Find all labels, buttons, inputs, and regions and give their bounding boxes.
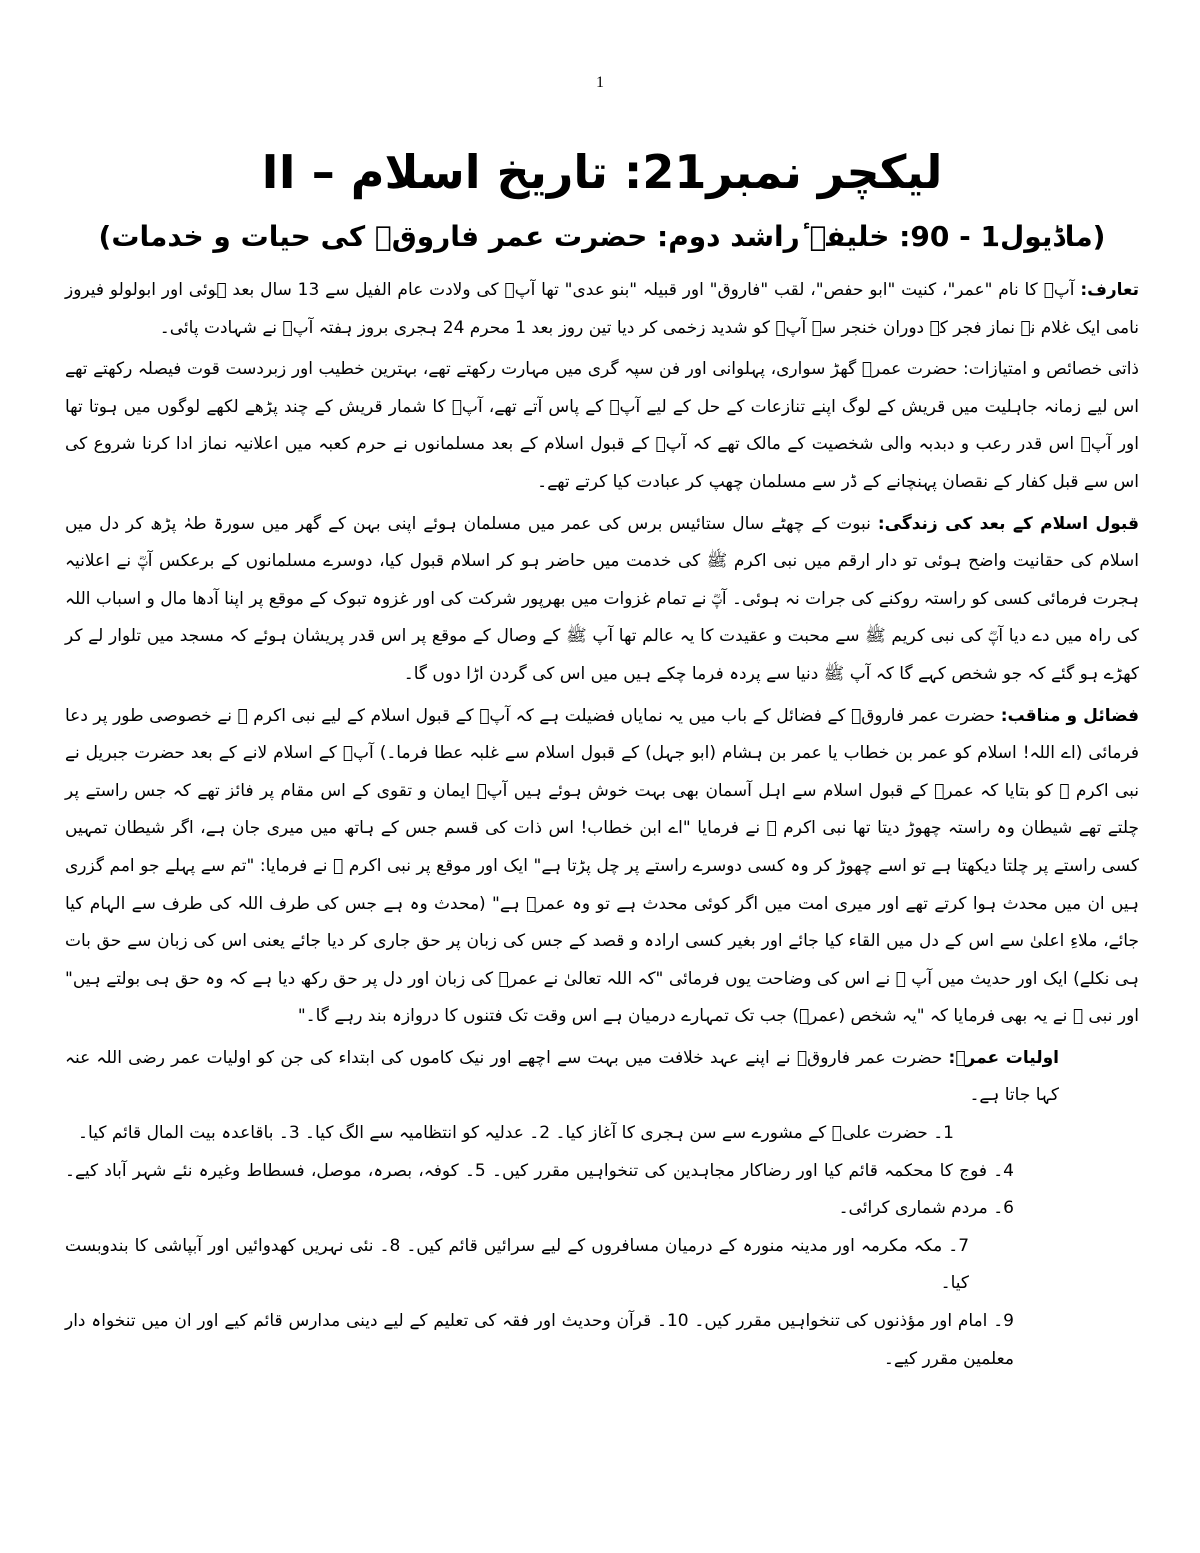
intro-paragraph bbox=[65, 272, 1139, 347]
firsts-section bbox=[65, 1040, 1139, 1378]
firsts-intro bbox=[65, 1040, 1139, 1115]
virtues-text: حضرت عمر فاروقؓ کے فضائل کے باب میں یہ نمایاں فضیلت ہے کہ آپؓ کے قبول اسلام کے لیے نبی اکرم ﷺ نے خصوصی طور پر دعا فرمائی (اے اللہ! اسلام کو عمر بن خطاب یا عمر بن ہشام (ابو جہل) کے قبول اسلام سے غلبہ عطا فرما۔) آپؓ کے اسلام لانے کے بعد حضرت جبریل نے نبی اکرم ﷺ کو بتایا کہ عمرؓ کے قبول اسلام سے اہل آسمان بھی بہت خوش ہوئے ہیں آپؓ ایمان و تقوی کے اس مقام پر فائز تھے کہ جس راستے پر چلتے تھے شیطان وہ راستہ چھوڑ دیتا تھا نبی اکرم ﷺ نے فرمایا "اے ابن خطاب! اس ذات کی قسم جس کے ہاتھ میں میری جان ہے، اگر شیطان تمہیں کسی راستے پر چلتا دیکھتا ہے تو اسے چھوڑ کر وہ کسی دوسرے راستے پر چل پڑتا ہے" ایک اور موقع پر نبی اکرم ﷺ نے فرمایا: "تم سے پہلے جو امم گزری ہیں ان میں محدث ہوا کرتے تھے اور میری امت میں اگر کوئی محدث ہے تو وہ عمرؓ ہے" (محدث وہ ہے جس کی طرف اللہ کی طرف سے الہام کیا جائے، ملاءِ اعلیٰ سے اس کے دل میں القاء کیا جائے اور بغیر کسی ارادہ و قصد کے جس کی زبان پر حق جاری کر دیا جائے یعنی اس کی زبان سے حق بات ہی نکلے) ایک اور حدیث میں آپ ﷺ نے اس کی وضاحت یوں فرمائی "کہ اللہ تعالیٰ نے عمرؓ کی زبان اور دل پر حق رکھ دیا ہے کہ وہ حق ہی بولتے ہیں" اور نبی ﷺ نے یہ بھی فرمایا کہ "یہ شخص (عمرؓ) جب تک تمہارے درمیان ہے اس وقت تک فتنوں کا دروازہ بند رہے گا۔" bbox=[65, 705, 1139, 1027]
page-number: 1 bbox=[596, 74, 604, 91]
list-item: 7۔ مکہ مکرمہ اور مدینہ منورہ کے درمیان مسافروں کے لیے سرائیں قائم کیں۔ 8۔ نئی نہریں کھدوائیں اور آبپاشی کا بندوبست کیا۔ bbox=[65, 1235, 970, 1294]
intro-heading: تعارف: bbox=[1080, 280, 1140, 300]
virtues-heading: فضائل و مناقب: bbox=[1000, 705, 1139, 726]
list-item: 1۔ حضرت علیؓ کے مشورے سے سن ہجری کا آغاز کیا۔ 2۔ عدلیہ کو انتظامیہ سے الگ کیا۔ 3۔ باقاعدہ بیت المال قائم کیا۔ bbox=[78, 1123, 954, 1144]
traits-paragraph bbox=[65, 351, 1139, 501]
conversion-paragraph bbox=[65, 506, 1139, 694]
list-item: 9۔ امام اور مؤذنوں کی تنخواہیں مقرر کیں۔ 10۔ قرآن وحدیث اور فقہ کی تعلیم کے لیے دینی مدارس قائم کیے اور ان میں تنخواہ دار معلمین مقرر کیے۔ bbox=[65, 1311, 1014, 1369]
firsts-intro-text: حضرت عمر فاروقؓ نے اپنے عہد خلافت میں بہت سے اچھے اور نیک کاموں کی ابتداء کی جن کو اولیات عمر رضی اللہ عنہ کہا جاتا ہے۔ bbox=[65, 1047, 1059, 1106]
list-item: 4۔ فوج کا محکمہ قائم کیا اور رضاکار مجاہدین کی تنخواہیں مقرر کیں۔ 5۔ کوفہ، بصرہ، موصل، فسطاط وغیرہ نئے شہر آباد کیے۔ 6۔ مردم شماری کرائی۔ bbox=[65, 1160, 1014, 1219]
conversion-text: نبوت کے چھٹے سال ستائیس برس کی عمر میں مسلمان ہوئے اپنی بہن کے گھر میں سورۃ طہٰ پڑھ کر دل میں اسلام کی حقانیت واضح ہوئی تو دار ارقم میں نبی اکرم ﷺ کی خدمت میں حاضر ہو کر اسلام قبول کیا، دوسرے مسلمانوں کے برعکس آپؓ نے اعلانیہ ہجرت فرمائی کسی کو راستہ روکنے کی جرات نہ ہوئی۔ آپؓ نے تمام غزوات میں بھرپور شرکت کی اور غزوہ تبوک کے موقع پر اپنا آدھا مال و اسباب اللہ کی راہ میں دے دیا آپؓ کی نبی کریم ﷺ سے محبت و عقیدت کا یہ عالم تھا آپ ﷺ کے وصال کے موقع پر اس قدر پریشان ہوئے کہ مسجد میں تلوار لے کر کھڑے ہو گئے کہ جو شخص کہے گا کہ آپ ﷺ دنیا سے پردہ فرما چکے ہیں میں اس کی گردن اڑا دوں گا۔ bbox=[65, 513, 1139, 684]
lecture-title: لیکچر نمبر21: تاریخ اسلام – II bbox=[261, 145, 943, 199]
traits-text: حضرت عمرؓ گھڑ سواری، پہلوانی اور فن سپہ گری میں مہارت رکھتے تھے، بہترین خطیب اور زبردست قوت فیصلہ رکھتے تھے اس لیے زمانہ جاہلیت میں قریش کے لوگ اپنے تنازعات کے حل کے لیے آپؓ کے پاس آتے تھے، آپؓ کا شمار قریش کے چند پڑھے لکھے لوگوں میں ہوتا تھا اور آپؓ اس قدر رعب و دبدبہ والی شخصیت کے مالک تھے کہ آپؓ کے قبول اسلام کے بعد مسلمانوں نے حرم کعبہ میں اعلانیہ نماز ادا کرنا شروع کی اس سے قبل کفار کے نقصان پہنچانے کے ڈر سے مسلمان چھپ کر عبادت کیا کرتے تھے۔ bbox=[65, 359, 1139, 492]
document-body bbox=[65, 140, 1139, 1378]
virtues-paragraph bbox=[65, 698, 1139, 1036]
traits-heading: ذاتی خصائص و امتیازات: bbox=[963, 359, 1139, 380]
module-subtitle: (ماڈیول1 - 90: خلیفہ ٔراشد دوم: حضرت عمر فاروقؓ کی حیات و خدمات) bbox=[98, 220, 1106, 253]
conversion-heading: قبول اسلام کے بعد کی زندگی: bbox=[877, 513, 1139, 534]
firsts-heading: اولیات عمرؓ: bbox=[948, 1047, 1059, 1068]
intro-text: آپؓ کا نام "عمر"، کنیت "ابو حفص"، لقب "فاروق" اور قبیلہ "بنو عدی" تھا آپؓ کی ولادت عام الفیل سے 13 سال بعد ہوئی اور ابولولو فیروز نامی ایک غلام نے نماز فجر کے دوران خنجر سے آپؓ کو شدید زخمی کر دیا تین روز بعد 1 محرم 24 ہجری بروز ہفتہ آپؓ نے شہادت پائی۔ bbox=[65, 280, 1139, 338]
